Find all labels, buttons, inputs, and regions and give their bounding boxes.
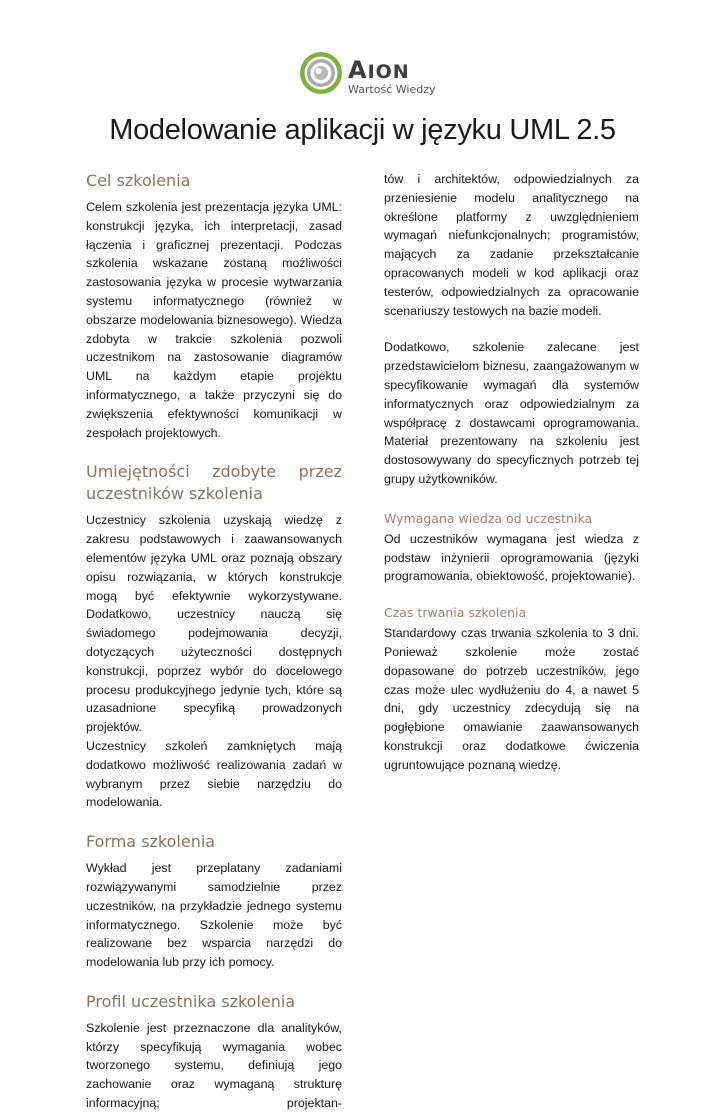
section-heading: Cel szkolenia — [86, 171, 191, 190]
section-body: Uczestnicy szkolenia uzyskają wiedzę z zakresu podstawowych i zaawansowanych elementów języka UML oraz poznają obszary opisu rozwiązania, w których konstrukcje mogą być efektywnie wykorzystywane. Dodatkowo, uczestnicy nauczą się świadomego podejmowania decyzji, dotyczących użyteczności dostępnych konstrukcji, poprzez wybór do docelowego procesu produkcyjnego jedynie tych, które są uzasadnione specyfiką prowadzonych projektów. — [86, 513, 342, 735]
profile-additional: Dodatkowo, szkolenie zalecane jest przedstawicielom biznesu, zaangażowanym w specyfikowanie wymagań dla systemów informatycznych oraz odpowiedzialnym za współpracę z dostawcami oprogramowania. Materiał prezentowany na szkoleniu jest dostosowywany do specyficznych potrzeb tej grupy użytkowników. — [384, 340, 639, 486]
page-title: Modelowanie aplikacji w języku UML 2.5 — [109, 114, 616, 146]
section-heading: Profil uczestnika szkolenia — [86, 991, 296, 1011]
section-duration — [384, 605, 639, 774]
right-column — [384, 170, 639, 775]
company-logo — [298, 50, 438, 100]
section-body: Od uczestników wymagana jest wiedza z podstaw inżynierii oprogramowania (języki programowania, obiektowość, projektowanie). — [384, 531, 639, 584]
section-heading: Czas trwania szkolenia — [384, 605, 527, 621]
aion-logo-mark-icon — [298, 50, 344, 96]
section-heading: Wymagana wiedza od uczestnika — [384, 510, 593, 526]
section-body: Celem szkolenia jest prezentacja języka UML: konstrukcji języka, ich interpretacji, zasad łączenia i graficznej prezentacji. Podczas szkolenia wskazane zostaną możliwości zastosowania języka w procesie wytwarzania systemu informatycznego (również w obszarze modelowania biznesowego). Wiedza zdobyta w trakcie szkolenia pozwoli uczestnikom na zastosowanie diagramów UML na każdym etapie projektu informatycznego, a także przyczyni się do zwiększenia efektywności komunikacji w zespołach projektowych. — [86, 200, 342, 440]
section-body: Szkolenie jest przeznaczone dla analityków, którzy specyfikują wymagania wobec tworzonego systemu, definiują jego zachowanie oraz wymaganą strukturę informacyjną; projektan- — [86, 1020, 342, 1111]
section-skills — [86, 461, 342, 812]
section-heading-line2: uczestników szkolenia — [86, 484, 263, 504]
section-heading: Forma szkolenia — [86, 832, 216, 852]
logo-tagline: Wartość Wiedzy — [348, 83, 436, 96]
section-required-knowledge — [384, 511, 639, 586]
profile-continuation: tów i architektów, odpowiedzialnych za przeniesienie modelu analitycznego na określone platformy z uwzględnieniem wymagań niefunkcjonalnych; programistów, mających za zadanie przekształcanie opracowanych modeli w kod aplikacji oraz testerów, odpowiedzialnych za opracowanie scenariuszy testowych na bazie modeli. — [384, 172, 639, 318]
section-body-secondary: Uczestnicy szkoleń zamkniętych mają dodatkowo możliwość realizowania zadań w wybranym przez siebie narzędziu do modelowania. — [86, 738, 342, 810]
section-goal — [86, 170, 342, 442]
section-body: Standardowy czas trwania szkolenia to 3 dni. Ponieważ szkolenie może zostać dopasowane do potrzeb uczestników, jego czas może ulec wydłużeniu do 4, a nawet 5 dni, gdy uczestnicy zdecydują się na pogłębione omawianie zaawansowanych konstrukcji oraz dodatkowe ćwiczenia ugruntowujące poznaną wiedzę. — [384, 626, 639, 772]
section-participant-profile — [86, 991, 342, 1113]
section-format — [86, 831, 342, 972]
left-column — [86, 170, 342, 1113]
section-body: Wykład jest przeplatany zadaniami rozwiązywanymi samodzielnie przez uczestników, na przykładzie jednego systemu informatycznego. Szkolenie może być realizowane bez wsparcia narzędzi do modelowania lub przy ich pomocy. — [86, 861, 342, 970]
logo-wordmark: AION — [348, 56, 410, 84]
section-heading-line1: Umiejętności zdobyte przez — [86, 462, 342, 482]
